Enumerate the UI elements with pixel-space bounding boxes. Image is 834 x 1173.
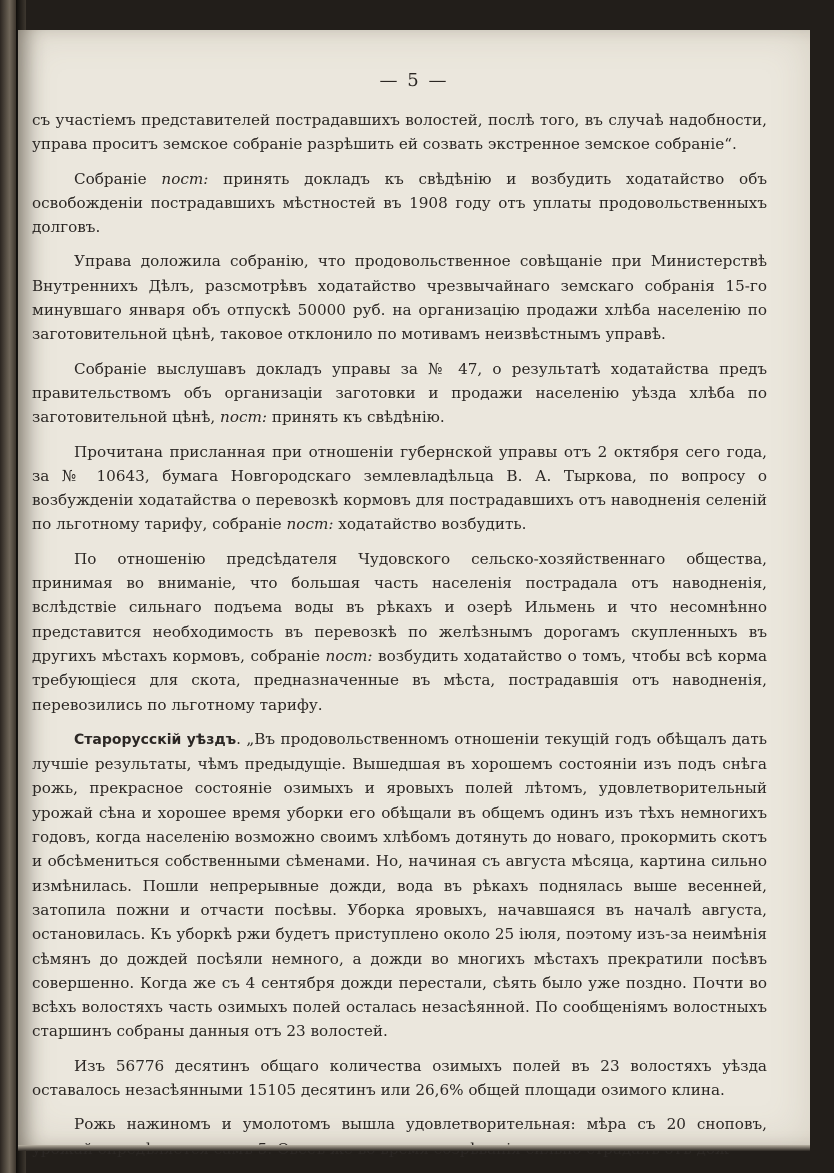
paragraph-prefix: Собраніе [74, 169, 162, 188]
paragraph-text: ходатайство возбудить. [333, 515, 527, 534]
adjacent-page-edge [0, 0, 16, 1173]
document-page [18, 30, 810, 1145]
paragraph-text: Рожь нажиномъ и умолотомъ вышла удовлетворительная: мѣра съ 20 сноповъ, [74, 1115, 767, 1134]
resolution-marker: пост: [161, 169, 209, 188]
section-heading: Старорусскій уѣздъ [74, 731, 237, 748]
resolution-marker: пост: [325, 646, 373, 665]
paragraph-prefix: Собраніе выслушавъ докладъ управы за № 47, о результатѣ ходатайства предъ правительствомъ объ организаціи заготовки и продажи населенію уѣзда хлѣба по заготовительной цѣнѣ, [32, 359, 767, 427]
paragraph-4 [32, 357, 767, 430]
paragraph-text: Управа доложила собранію, что продовольственное совѣщаніе при Министерствѣ Внутреннихъ Дѣлъ, разсмотрѣвъ ходатайство чрезвычайнаго земскаго собранія 15-го минувшаго января объ отпускѣ 50000 руб. на организацію продажи хлѣба населенію по заготовительной цѣнѣ, таковое отклонило по мотивамъ неизвѣстнымъ управѣ. [32, 252, 767, 344]
paragraph-text: Изъ 56776 десятинъ общаго количества озимыхъ полей въ 23 волостяхъ уѣзда оставалось незасѣянными 15105 десятинъ или 26,6% общей площади озимого клина. [32, 1056, 767, 1099]
paragraph-7 [32, 727, 767, 1044]
paragraph-9 [32, 1112, 767, 1161]
resolution-marker: пост: [286, 515, 334, 534]
paragraph-6 [32, 547, 767, 717]
paragraph-text: возбудить ходатайство о томъ, чтобы всѣ корма требующіеся для скота, предназначенные въ мѣста, пострадавшія отъ наводненія, перевозились по льготному тарифу. [32, 646, 767, 714]
paragraph-prefix: По отношенію предсѣдателя Чудовского сельско-хозяйственнаго общества, принимая во вниманіе, что большая часть населенія пострадала отъ наводненія, вслѣдствіе сильнаго подъема воды въ рѣкахъ и озерѣ Ильмень и что несомнѣнно представится необходимость въ перевозкѣ по желѣзнымъ дорогамъ скупленныхъ въ другихъ мѣстахъ кормовъ, собраніе [32, 549, 767, 665]
paragraph-5 [32, 440, 767, 537]
paragraph-prefix: Прочитана присланная при отношеніи губернской управы отъ 2 октября сего года, за № 10643, бумага Новгородскаго землевладѣльца В. А. Тыркова, по вопросу о возбужденіи ходатайства о перевозкѣ кормовъ для пострадавшихъ отъ наводненія селеній по льготному тарифу, собраніе [32, 442, 767, 534]
paragraph-1 [32, 108, 767, 157]
paragraph-3 [32, 249, 767, 346]
page-body [32, 108, 767, 1161]
paragraph-text: принять къ свѣдѣнію. [267, 408, 445, 427]
page-number: — 5 — [379, 70, 449, 91]
paragraph-text: принять докладъ къ свѣдѣнію и возбудить ходатайство объ освобожденіи пострадавшихъ мѣстностей въ 1908 году отъ уплаты продовольственныхъ долговъ. [32, 169, 767, 237]
page-bottom-edge [18, 1145, 810, 1151]
paragraph-2 [32, 167, 767, 240]
paragraph-text: съ участіемъ представителей пострадавшихъ волостей, послѣ того, въ случаѣ надобности, управа проситъ земское собраніе разрѣшить ей созвать экстренное земское собраніе“. [32, 111, 767, 154]
paragraph-text: . „Въ продовольственномъ отношеніи текущій годъ обѣщалъ дать лучшіе результаты, чѣмъ предыдущіе. Вышедшая въ хорошемъ состояніи изъ подъ снѣга рожь, прекрасное состояніе озимыхъ и яровыхъ полей лѣтомъ, удовлетворительный урожай сѣна и хорошее время уборки его обѣщали въ общемъ одинъ изъ тѣхъ немногихъ годовъ, когда населенію возможно своимъ хлѣбомъ дотянуть до новаго, прокормить скотъ и обсѣмениться собственными сѣменами. Но, начиная съ августа мѣсяца, картина сильно измѣнилась. Пошли непрерывные дожди, вода въ рѣкахъ поднялась выше весенней, затопила пожни и отчасти посѣвы. Уборка яровыхъ, начавшаяся въ началѣ августа, остановилась. Къ уборкѣ ржи будетъ приступлено около 25 іюля, поэтому изъ-за неимѣнія сѣмянъ до дождей посѣяли немного, а дожди во многихъ мѣстахъ прекратили посѣвъ совершенно. Когда же съ 4 сентября дожди перестали, сѣять было уже поздно. Почти во всѣхъ волостяхъ часть озимыхъ полей осталась незасѣянной. По сообщеніямъ волостныхъ старшинъ собраны данныя отъ 23 волостей. [32, 729, 768, 1041]
resolution-marker: пост: [220, 408, 267, 427]
paragraph-8 [32, 1054, 767, 1103]
